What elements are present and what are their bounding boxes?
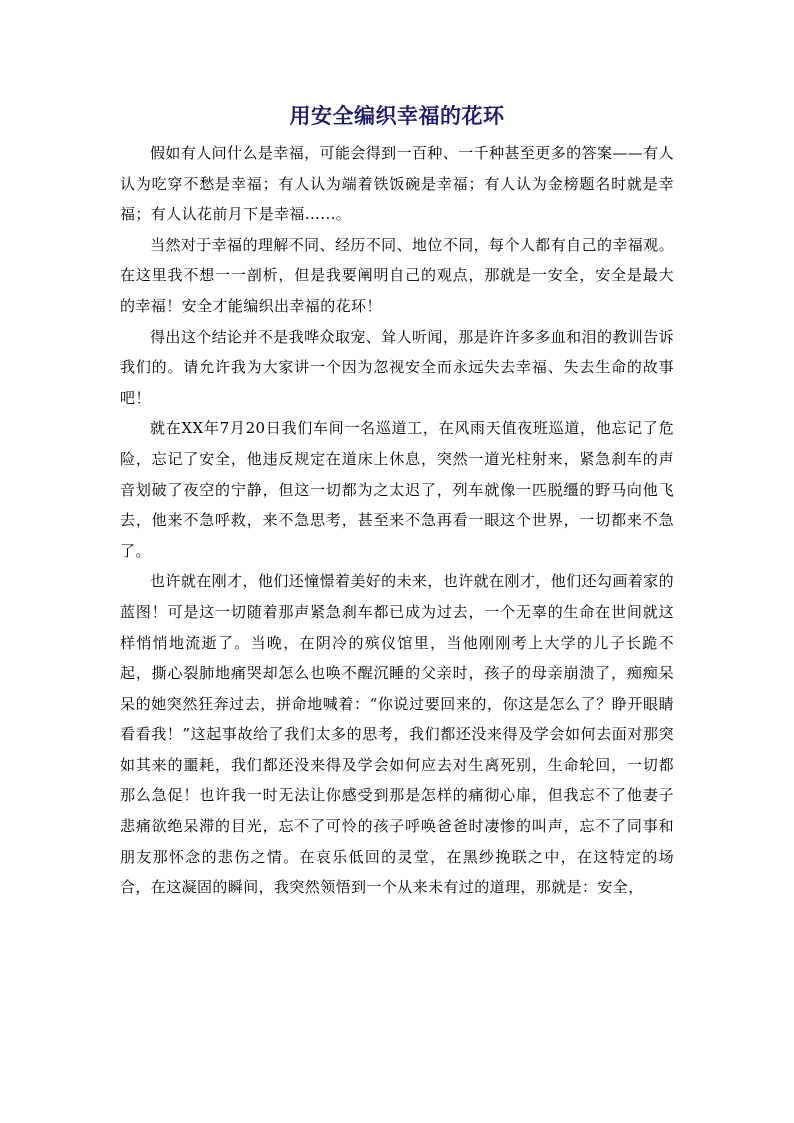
- paragraph-1: 假如有人问什么是幸福，可能会得到一百种、一千种甚至更多的答案——有人认为吃穿不愁是幸福；有人认为端着铁饭碗是幸福；有人认为金榜题名时就是幸福；有人认花前月下是幸福......。: [120, 144, 674, 224]
- document-body: [120, 138, 674, 903]
- paragraph-5: 也许就在刚才，他们还憧憬着美好的未来，也许就在刚才，他们还勾画着家的蓝图！可是这一切随着那声紧急刹车都已成为过去，一个无辜的生命在世间就这样悄悄地流逝了。当晚，在阴冷的殡仪馆里，当他刚刚考上大学的儿子长跪不起，撕心裂肺地痛哭却怎么也唤不醒沉睡的父亲时，孩子的母亲崩溃了，痴痴呆呆的她突然狂奔过去，拼命地喊着：“你说过要回来的，你这是怎么了？睁开眼睛看看我！”这起事故给了我们太多的思考，我们都还没来得及学会如何去面对那突如其来的噩耗，我们都还没来得及学会如何应去对生离死别，生命轮回，一切都那么急促！也许我一时无法让你感受到那是怎样的痛彻心扉，但我忘不了他妻子悲痛欲绝呆滞的目光，忘不了可怜的孩子呼唤爸爸时凄惨的叫声，忘不了同事和朋友那怀念的悲伤之情。在哀乐低回的灵堂，在黑纱挽联之中，在这特定的场合，在这凝固的瞬间，我突然领悟到一个从来未有过的道理，那就是：安全，: [120, 572, 674, 897]
- paragraph-2: 当然对于幸福的理解不同、经历不同、地位不同，每个人都有自己的幸福观。在这里我不想一一剖析，但是我要阐明自己的观点，那就是一安全，安全是最大的幸福！安全才能编织出幸福的花环！: [120, 235, 674, 315]
- document-title: 用安全编织幸福的花环: [289, 103, 505, 128]
- paragraph-3: 得出这个结论并不是我哗众取宠、耸人听闻，那是许许多多血和泪的教训告诉我们的。请允许我为大家讲一个因为忽视安全而永远失去幸福、失去生命的故事吧！: [120, 327, 674, 407]
- paragraph-4: 就在XX年7月20日我们车间一名巡道工，在风雨天值夜班巡道，他忘记了危险，忘记了安全，他违反规定在道床上休息，突然一道光柱射来，紧急刹车的声音划破了夜空的宁静，但这一切都为之太迟了，列车就像一匹脱缰的野马向他飞去，他来不急呼救，来不急思考，甚至来不急再看一眼这个世界，一切都来不急了。: [120, 419, 674, 560]
